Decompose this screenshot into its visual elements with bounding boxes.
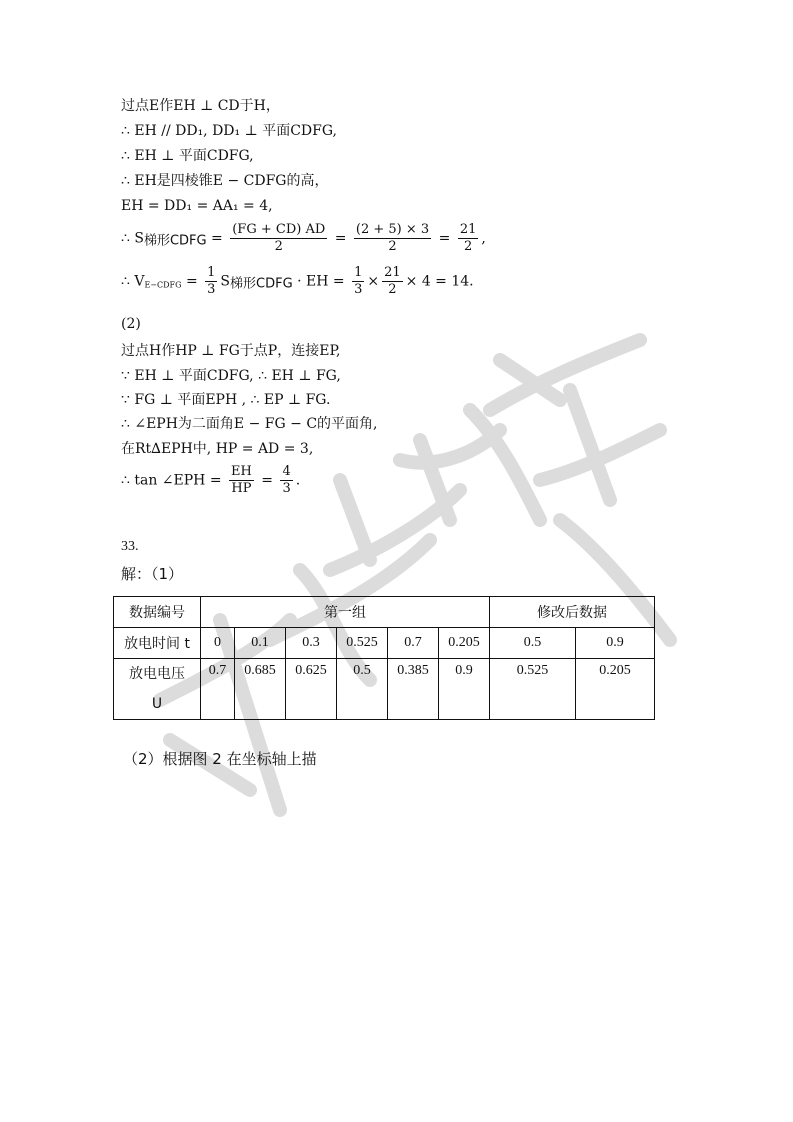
table-cell: 0.7 [388,628,439,659]
formula-middle: · EH = [297,273,345,290]
denominator: 3 [282,481,291,496]
fraction [229,464,254,497]
denominator: 3 [354,282,363,297]
solution-line: ∵ EH ⊥ 平面CDFG, ∴ EH ⊥ FG, [121,368,341,384]
solution-line: ∴ ∠EPH为二面角E − FG − C的平面角, [121,416,378,432]
area-formula-line [121,222,486,255]
table-cell: 0.9 [439,659,490,720]
denominator: 2 [388,239,397,254]
table-cell: 0.5 [337,659,388,720]
solution-line: ∴ EH是四棱锥E − CDFG的高， [121,173,329,189]
numerator: EH [231,464,252,479]
table-cell: 0.7 [201,659,235,720]
fraction [205,265,217,298]
numerator: 4 [282,464,291,479]
equals-sign: = [261,472,274,489]
watermark-text: 中职生逆袭 [160,782,210,793]
table-cell: 0.1 [235,628,286,659]
data-table [113,596,655,720]
table-cell: 0.205 [576,659,655,720]
table-cell: 0.9 [576,628,655,659]
numerator: (FG + CD) AD [232,222,326,237]
solution-line: EH = DD₁ = AA₁ = 4, [121,198,273,214]
equals-sign: = [334,230,347,247]
numerator: 21 [384,265,401,280]
solution-line: ∴ EH // DD₁, DD₁ ⊥ 平面CDFG, [121,123,337,139]
denominator: 2 [463,239,473,254]
period: . [295,472,301,489]
table-cell: 0.525 [490,659,576,720]
formula-prefix: ∴ S [121,230,144,247]
table-cell: 0.205 [439,628,490,659]
solution-label: 解：（1） [121,565,184,583]
row-label: 放电时间 t [114,628,201,659]
header-cell-group1: 第一组 [201,597,490,628]
part2-text: （2）根据图 2 在坐标轴上描 [123,750,317,768]
numerator: 1 [207,265,216,280]
denominator: 3 [207,282,216,297]
table-row [114,628,655,659]
problem-number: 33. [121,539,139,554]
table-cell: 0.685 [235,659,286,720]
table-cell: 0.525 [337,628,388,659]
header-cell-label: 数据编号 [114,597,201,628]
fraction [230,222,327,255]
formula-prefix: ∴ tan ∠EPH = [121,472,222,489]
denominator: HP [231,481,252,496]
table-header-row [114,597,655,628]
table-cell: 0.385 [388,659,439,720]
table-cell: 0 [201,628,235,659]
tan-formula-line [121,464,300,497]
table-cell: 0.5 [490,628,576,659]
formula-tail: × 4 = 14. [405,273,474,290]
fraction [280,464,292,497]
volume-formula-line [121,265,474,298]
solution-line: ∴ EH ⊥ 平面CDFG, [121,148,254,164]
solution-line: 过点E作EH ⊥ CD于H， [121,98,280,114]
row-label-line: U [151,696,163,712]
solution-line: 在Rt∆EPH中, HP = AD = 3, [121,441,314,457]
formula-prefix: ∴ V [121,273,145,290]
fraction [354,222,431,255]
area-subscript: 梯形CDFG [230,276,293,292]
fraction [382,265,403,298]
denominator: 2 [388,282,397,297]
solution-line: ∵ FG ⊥ 平面EPH , ∴ EP ⊥ FG. [121,392,331,408]
data-table-wrapper [113,596,655,720]
fraction [458,222,479,255]
equals-sign: = [438,230,451,247]
solution-line: 过点H作HP ⊥ FG于点P，连接EP, [121,343,341,359]
formula-subscript: 梯形CDFG [143,233,207,249]
area-symbol: S [220,273,231,290]
table-row [114,659,655,720]
numerator: (2 + 5) × 3 [355,222,430,237]
table-cell: 0.625 [286,659,337,720]
row-label [114,659,201,720]
formula-subscript: E−CDFG [144,280,182,290]
row-label-line: 放电电压 [129,666,185,682]
denominator: 2 [274,239,283,254]
equals-sign: = [185,273,198,290]
table-cell: 0.3 [286,628,337,659]
header-cell-group2: 修改后数据 [490,597,655,628]
times-sign: × [367,273,380,290]
part-label: (2) [121,316,141,332]
comma: , [481,230,486,247]
numerator: 21 [459,222,477,237]
equals-sign: = [211,230,223,247]
fraction [352,265,364,298]
numerator: 1 [354,265,363,280]
